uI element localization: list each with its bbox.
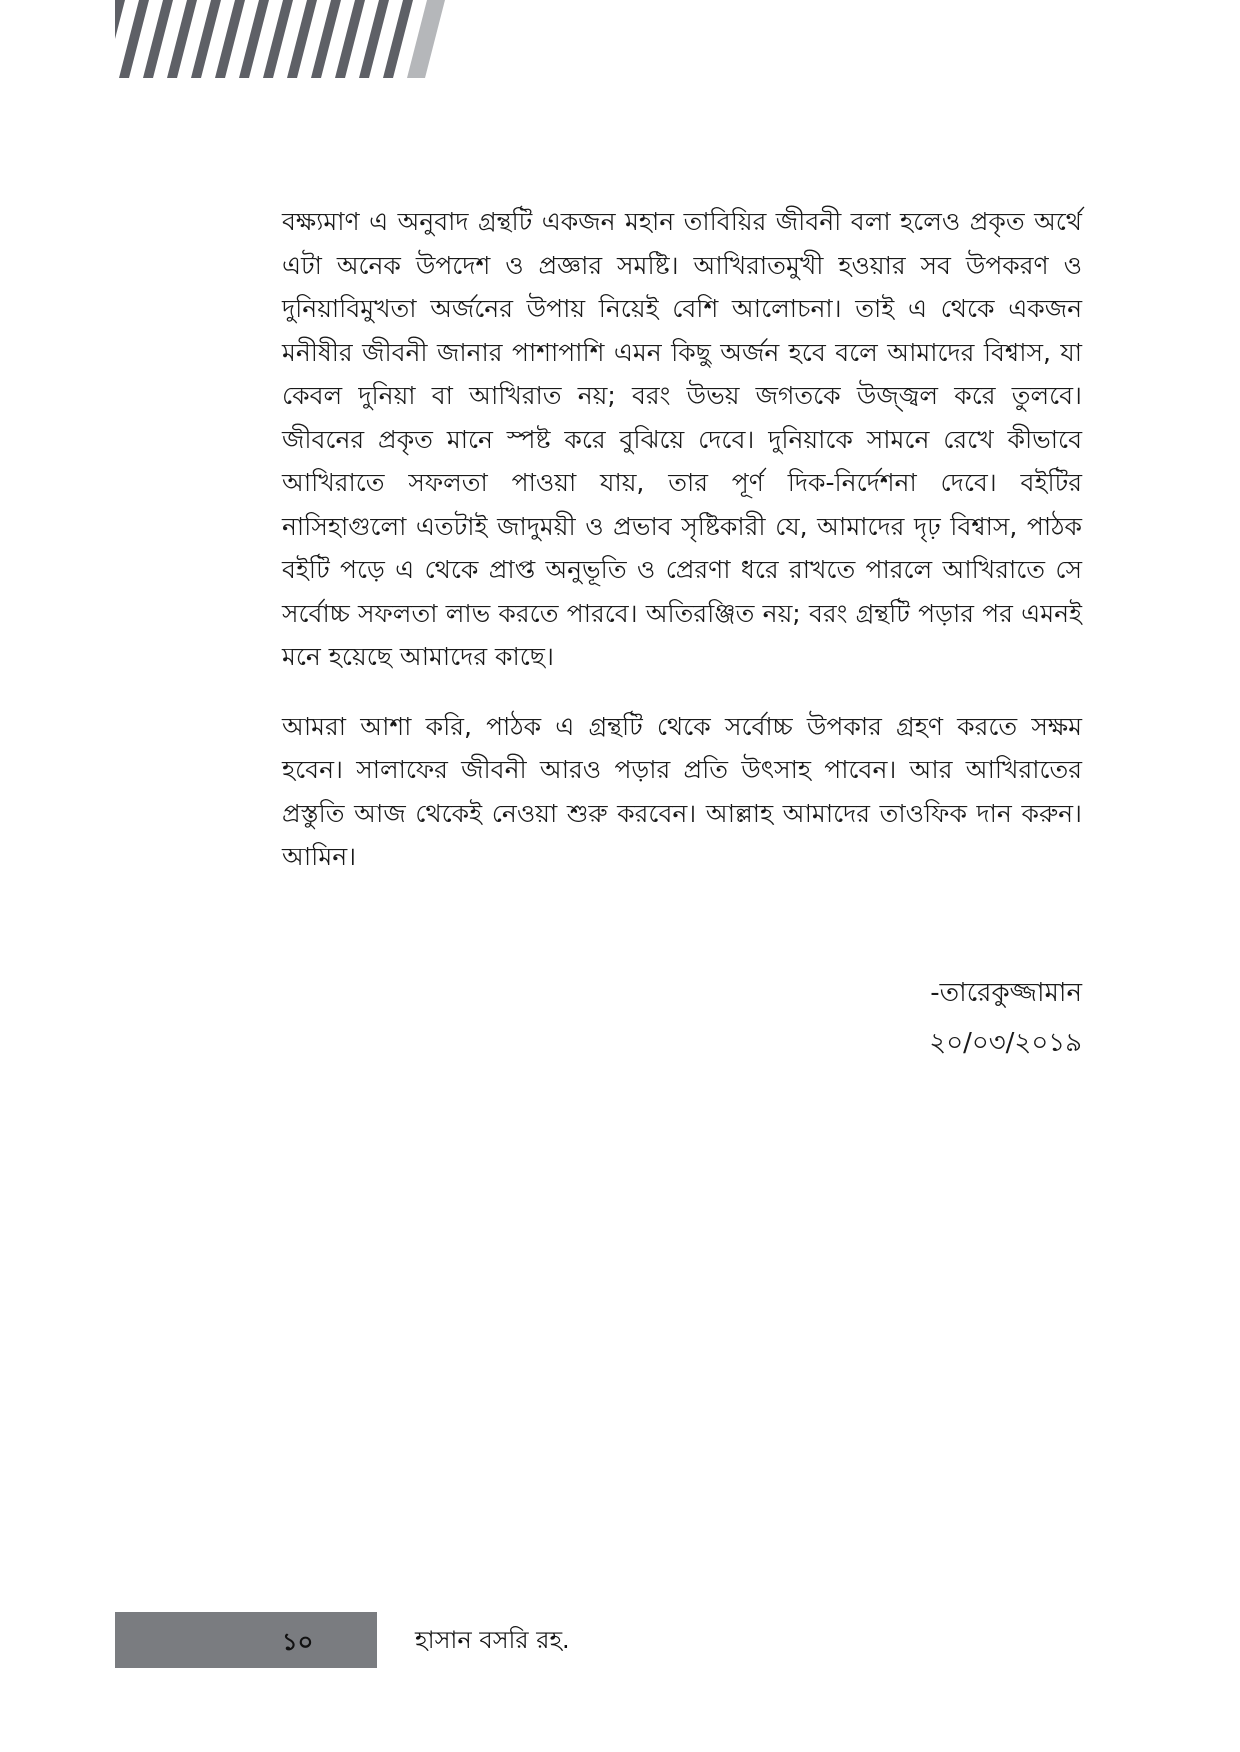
page-number: ১০ [282,1628,314,1656]
footer-bar [115,1612,377,1668]
signature-block [929,968,1082,1068]
running-title: হাসান বসরি রহ. [415,1626,570,1654]
main-text [282,200,1082,879]
author-name: -তারেকুজ্জামান [930,978,1082,1008]
paragraph-2: আমরা আশা করি, পাঠক এ গ্রন্থটি থেকে সর্বোচ্চ উপকার গ্রহণ করতে সক্ষম হবেন। সালাফের জীবনী আরও পড়ার প্রতি উৎসাহ পাবেন। আর আখিরাতের প্রস্তুতি আজ থেকেই নেওয়া শুরু করবেন। আল্লাহ আমাদের তাওফিক দান করুন। আমিন। [282,711,1082,871]
signature-date: ২০/০৩/২০১৯ [929,1028,1082,1058]
corner-stripes-decoration [115,0,445,78]
paragraph-1: বক্ষ্যমাণ এ অনুবাদ গ্রন্থটি একজন মহান তাবিয়ির জীবনী বলা হলেও প্রকৃত অর্থে এটা অনেক উপদেশ ও প্রজ্ঞার সমষ্টি। আখিরাতমুখী হওয়ার সব উপকরণ ও দুনিয়াবিমুখতা অর্জনের উপায় নিয়েই বেশি আলোচনা। তাই এ থেকে একজন মনীষীর জীবনী জানার পাশাপাশি এমন কিছু অর্জন হবে বলে আমাদের বিশ্বাস, যা কেবল দুনিয়া বা আখিরাত নয়; বরং উভয় জগতকে উজ্জ্বল করে তুলবে। জীবনের প্রকৃত মানে স্পষ্ট করে বুঝিয়ে দেবে। দুনিয়াকে সামনে রেখে কীভাবে আখিরাতে সফলতা পাওয়া যায়, তার পূর্ণ দিক-নির্দেশনা দেবে। বইটির নাসিহাগুলো এতটাই জাদুময়ী ও প্রভাব সৃষ্টিকারী যে, আমাদের দৃঢ় বিশ্বাস, পাঠক বইটি পড়ে এ থেকে প্রাপ্ত অনুভূতি ও প্রেরণা ধরে রাখতে পারলে আখিরাতে সে সর্বোচ্চ সফলতা লাভ করতে পারবে। অতিরঞ্জিত নয়; বরং গ্রন্থটি পড়ার পর এমনই মনে হয়েছে আমাদের কাছে। [282,207,1082,671]
